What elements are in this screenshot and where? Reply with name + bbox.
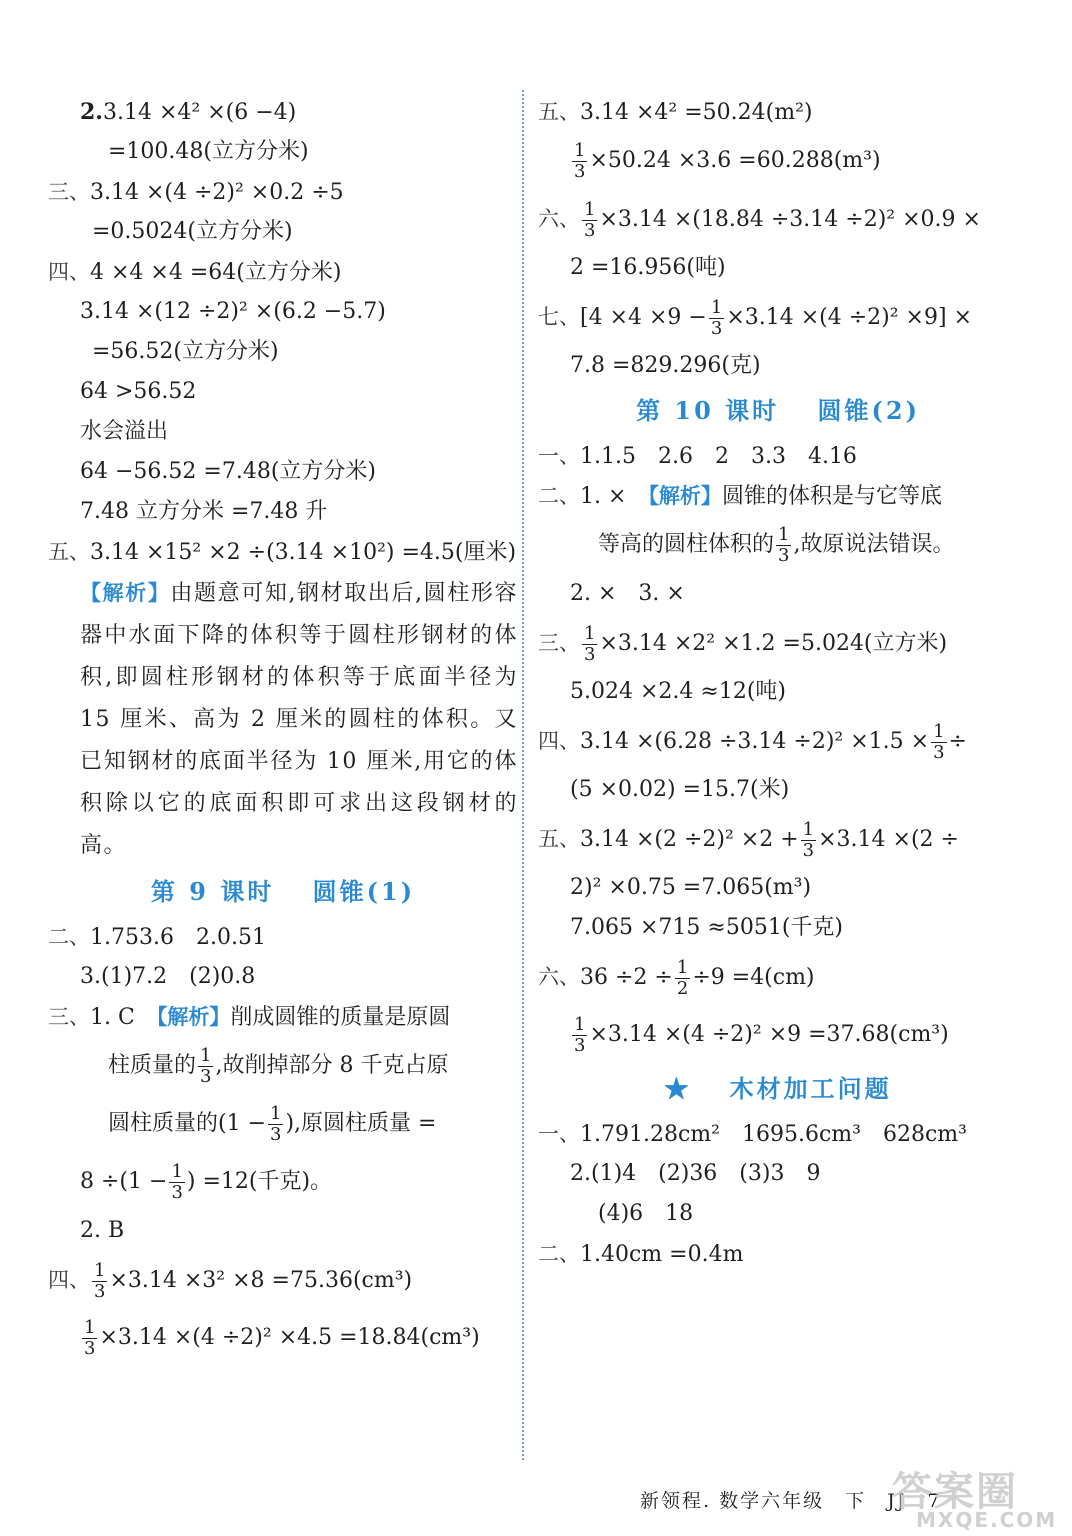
numerator: 1 [84, 1316, 96, 1338]
answer-line: 7.065 ×715 ≈5051(千克) [570, 915, 843, 940]
expression: 1. C [90, 1005, 135, 1030]
fraction [92, 1261, 107, 1302]
denominator: 3 [574, 160, 586, 182]
answer-line [538, 712, 1018, 770]
expression: 1.40cm =0.4m [580, 1242, 744, 1267]
fraction [709, 298, 724, 339]
denominator: 3 [94, 1280, 106, 1302]
fraction [572, 141, 587, 182]
answer-line: (5 ×0.02) =15.7(米) [570, 777, 790, 802]
denominator: 3 [802, 839, 815, 861]
explanation-text: 等高的圆柱体积的 [598, 532, 775, 557]
denominator: 3 [933, 741, 945, 763]
expression: 3.14 ×(2 ÷2)² ×2 + [580, 827, 799, 852]
numerator: 1 [933, 720, 945, 742]
answer-line [538, 948, 1018, 1006]
answer-line [538, 288, 1018, 346]
explanation-text: ,故原说法错误。 [793, 532, 955, 557]
expression: ×3.14 ×3² ×8 =75.36(cm³) [109, 1268, 413, 1293]
answer-line [538, 132, 1018, 190]
expression: 3.14 ×15² ×2 ÷(3.14 ×10²) =4.5(厘米) [90, 540, 517, 565]
answer-line: 64 −56.52 =7.48(立方分米) [80, 459, 376, 484]
section-label: 四、 [538, 729, 580, 753]
numerator: 1 [200, 1044, 212, 1066]
answer-line [48, 997, 518, 1037]
answer-line [538, 1234, 1018, 1274]
numerator: 1 [584, 198, 596, 220]
analysis-tag: 【解析】 [80, 580, 171, 605]
answer-line [538, 190, 1018, 248]
expression: ×3.14 ×(4 ÷2)² ×4.5 =18.84(cm³) [99, 1325, 480, 1350]
expression: 1.791.28cm² 1695.6cm³ 628cm³ [580, 1122, 967, 1147]
explanation-text: ) =12(千克)。 [186, 1169, 333, 1194]
answer-line: 64 >56.52 [80, 379, 197, 404]
analysis-tag: 【解析】 [156, 1004, 231, 1029]
fraction [572, 1015, 587, 1056]
numerator: 1 [171, 1160, 183, 1182]
page-footer: 新领程. 数学六年级 下 JJ 7 [640, 1490, 942, 1512]
fraction [198, 1046, 213, 1087]
denominator: 3 [84, 1337, 96, 1359]
answer-line [538, 614, 1018, 672]
answer-line [538, 436, 1018, 476]
answer-line: 2. × 3. × [570, 581, 685, 606]
expression: ÷ [948, 729, 967, 754]
answer-line: 水会溢出 [80, 419, 169, 444]
answer-line [48, 917, 518, 957]
section-label: 四、 [48, 1268, 90, 1292]
expression: ×3.14 ×(4 ÷2)² ×9 =37.68(cm³) [589, 1022, 949, 1047]
section-label: 六、 [538, 965, 580, 989]
expression: [4 ×4 ×9 − [580, 305, 707, 330]
fraction [776, 525, 791, 566]
section-label: 二、 [538, 1242, 580, 1266]
denominator: 3 [574, 1034, 586, 1056]
section-label: 四、 [48, 260, 90, 284]
denominator: 3 [200, 1065, 212, 1087]
fraction [82, 1318, 97, 1359]
numerator: 1 [94, 1259, 106, 1281]
denominator: 2 [676, 977, 689, 999]
fraction [582, 624, 597, 665]
section-label: 三、 [48, 180, 90, 204]
section-label: 一、 [538, 444, 580, 468]
denominator: 3 [584, 219, 596, 241]
answer-line [48, 1095, 518, 1153]
fraction [931, 722, 946, 763]
fraction [675, 958, 690, 999]
answer-line: 3.14 ×(12 ÷2)² ×(6.2 −5.7) [80, 299, 386, 324]
answer-line: 7.8 =829.296(克) [570, 353, 761, 378]
expression: ×3.14 ×2² ×1.2 =5.024(立方米) [599, 631, 948, 656]
expression: 4 ×4 ×4 =64(立方分米) [90, 260, 342, 285]
expression: ×3.14 ×(18.84 ÷3.14 ÷2)² ×0.9 × [599, 207, 981, 232]
expression: 3.14 ×4² =50.24(m²) [580, 100, 813, 125]
answer-line [538, 92, 1018, 132]
numerator: 1 [710, 296, 723, 318]
numerator: 1 [802, 818, 815, 840]
explanation-text: 柱质量的 [108, 1053, 197, 1078]
lesson-title: ★ 木材加工问题 [664, 1074, 892, 1103]
answer-line [48, 92, 518, 132]
answer-line [48, 1309, 518, 1367]
analysis-tag: 【解析】 [648, 483, 722, 508]
fraction [169, 1162, 184, 1203]
numerator: 1 [584, 622, 596, 644]
denominator: 3 [710, 317, 723, 339]
answer-line [48, 1037, 518, 1095]
answer-line: 2.(1)4 (2)36 (3)3 9 [570, 1161, 821, 1186]
explanation-text: ,故削掉部分 8 千克占原 [215, 1053, 449, 1078]
answer-line [538, 1114, 1018, 1154]
item-number: 2. [80, 99, 103, 125]
answer-line: =0.5024(立方分米) [92, 219, 293, 244]
section-label: 五、 [538, 827, 580, 851]
fraction [801, 820, 816, 861]
column-divider [522, 90, 524, 1460]
answer-line: (4)6 18 [598, 1201, 694, 1226]
denominator: 3 [778, 544, 790, 566]
answer-line [48, 532, 518, 572]
answer-line [48, 252, 518, 292]
numerator: 1 [676, 956, 689, 978]
answer-line [538, 1006, 1018, 1064]
numerator: 1 [574, 139, 586, 161]
answer-line: 5.024 ×2.4 ≈12(吨) [570, 679, 786, 704]
lesson-title: 第 9 课时 圆锥(1) [150, 877, 416, 906]
expression: 3.14 ×(4 ÷2)² ×0.2 ÷5 [90, 180, 344, 205]
left-column [48, 92, 518, 1367]
denominator: 3 [171, 1181, 183, 1203]
explanation-text: 削成圆锥的质量是原圆 [230, 1005, 451, 1030]
explanation-block [48, 572, 518, 867]
right-column [538, 92, 1018, 1274]
answer-line [538, 516, 1018, 574]
answer-line [48, 1251, 518, 1309]
expression: 1. × [580, 484, 627, 509]
explanation-text: ),原圆柱质量 = [285, 1111, 437, 1136]
expression: ÷9 =4(cm) [692, 965, 815, 990]
answer-line: =100.48(立方分米) [108, 139, 309, 164]
numerator: 1 [574, 1013, 586, 1035]
answer-line [48, 1153, 518, 1211]
watermark [880, 1460, 1070, 1536]
explanation-text: 圆锥的体积是与它等底 [721, 484, 942, 509]
answer-line: 3.(1)7.2 (2)0.8 [80, 964, 256, 989]
expression: 36 ÷2 ÷ [580, 965, 673, 990]
numerator: 1 [270, 1102, 282, 1124]
numerator: 1 [778, 523, 790, 545]
expression: 3.14 ×4² ×(6 −4) [102, 100, 297, 125]
answer-line: 2)² ×0.75 =7.065(m³) [570, 875, 812, 900]
answer-line: 2 =16.956(吨) [570, 255, 726, 280]
expression: ×50.24 ×3.6 =60.288(m³) [589, 148, 881, 173]
answer-line [538, 810, 1018, 868]
answer-line [538, 476, 1018, 516]
section-label: 三、 [48, 1005, 90, 1029]
section-label: 五、 [538, 100, 580, 124]
section-label: 二、 [538, 484, 580, 508]
lesson-title: 第 10 课时 圆锥(2) [636, 396, 920, 425]
fraction [582, 200, 597, 241]
section-label: 二、 [48, 925, 90, 949]
answer-line: 2. B [80, 1218, 125, 1243]
watermark-url: MXQE.COM [916, 1508, 1058, 1532]
expression: 1.753.6 2.0.51 [90, 925, 266, 950]
explanation-text: 圆柱质量的(1 − [108, 1111, 267, 1136]
expression: 1.1.5 2.6 2 3.3 4.16 [580, 444, 857, 469]
answer-line [48, 172, 518, 212]
explanation-text: 由题意可知,钢材取出后,圆柱形容器中水面下降的体积等于圆柱形钢材的体积,即圆柱形钢材的体积等于底面半径为 15 厘米、高为 2 厘米的圆柱的体积。又已知钢材的底面半径为 10 厘米,用它的体积除以它的底面积即可求出这段钢材的高。 [80, 581, 518, 858]
answer-line: =56.52(立方分米) [92, 339, 279, 364]
expression: ×3.14 ×(4 ÷2)² ×9] × [726, 305, 972, 330]
section-label: 三、 [538, 631, 580, 655]
denominator: 3 [270, 1123, 282, 1145]
expression: 3.14 ×(6.28 ÷3.14 ÷2)² ×1.5 × [580, 729, 930, 754]
answer-line: 7.48 立方分米 =7.48 升 [80, 499, 328, 524]
section-label: 五、 [48, 540, 90, 564]
section-label: 一、 [538, 1122, 580, 1146]
section-label: 七、 [538, 305, 580, 329]
explanation-text: 8 ÷(1 − [80, 1169, 168, 1194]
denominator: 3 [584, 643, 596, 665]
section-label: 六、 [538, 207, 580, 231]
expression: ×3.14 ×(2 ÷ [818, 827, 959, 852]
fraction [268, 1104, 283, 1145]
watermark-text: 答案圈 [892, 1469, 1018, 1515]
